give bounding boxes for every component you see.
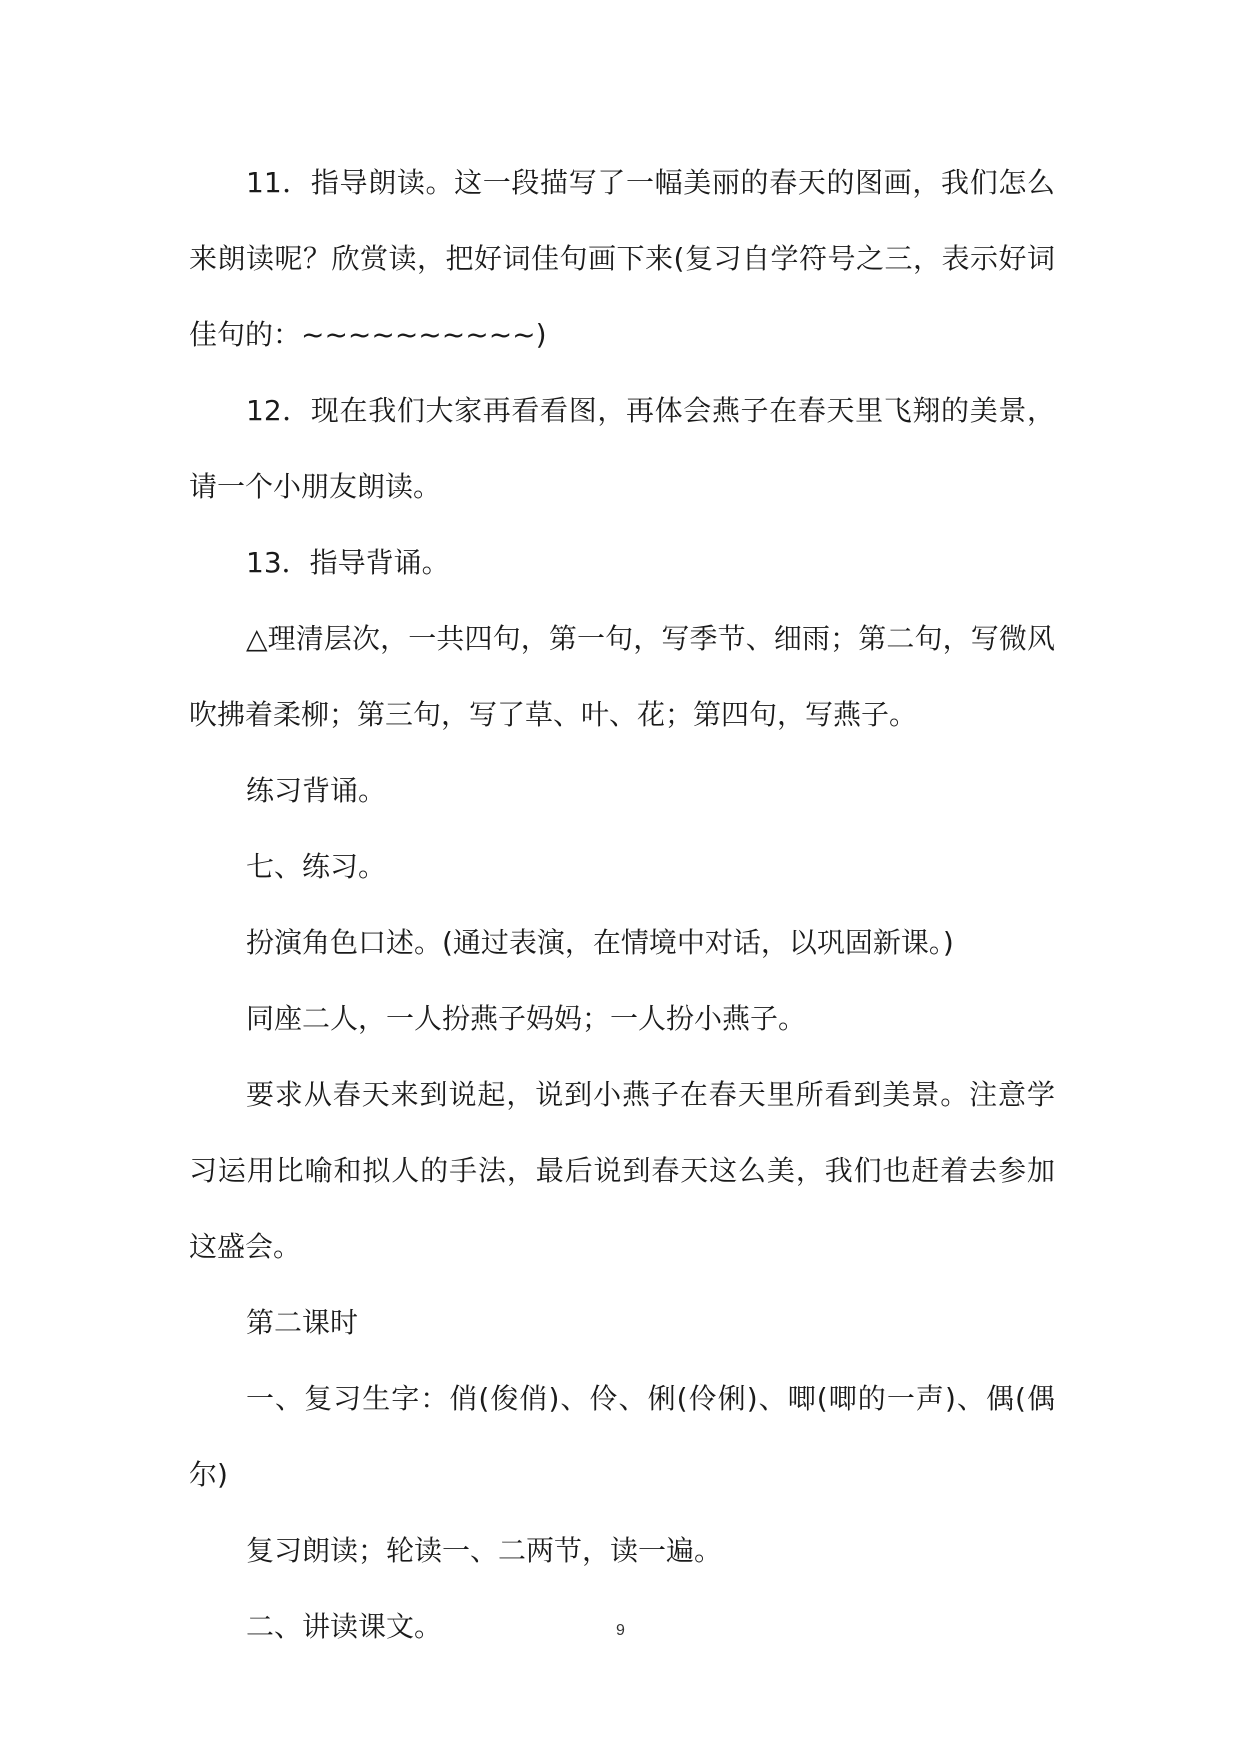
- section-heading-second-lesson: 第二课时: [246, 1306, 359, 1339]
- paragraph-review-reading: 复习朗读；轮读一、二两节，读一遍。: [246, 1534, 723, 1567]
- paragraph-look-at-picture: 12．现在我们大家再看看图，再体会燕子在春天里飞翔的美景，请一个小朋友朗读。: [189, 394, 1055, 503]
- paragraph-recitation-guide: 13．指导背诵。: [246, 546, 450, 579]
- paragraph-sentence-structure: △理清层次，一共四句，第一句，写季节、细雨；第二句，写微风吹拂着柔柳；第三句，写了草、叶、花；第四句，写燕子。: [189, 622, 1055, 731]
- paragraph-requirements: 要求从春天来到说起，说到小燕子在春天里所看到美景。注意学习运用比喻和拟人的手法，最后说到春天这么美，我们也赶着去参加这盛会。: [189, 1078, 1055, 1263]
- paragraph-guided-reading: 11．指导朗读。这一段描写了一幅美丽的春天的图画，我们怎么来朗读呢？欣赏读，把好词佳句画下来(复习自学符号之三，表示好词佳句的：~~~~~~~~~~): [189, 166, 1055, 351]
- section-heading-text-study: 二、讲读课文。: [246, 1610, 443, 1643]
- paragraph-review-characters: 一、复习生字：俏(俊俏)、伶、俐(伶俐)、唧(唧的一声)、偶(偶尔): [189, 1382, 1055, 1491]
- paragraph-pair-roles: 同座二人，一人扮燕子妈妈；一人扮小燕子。: [246, 1002, 807, 1035]
- page-number: 9: [616, 1622, 625, 1639]
- paragraph-role-play: 扮演角色口述。(通过表演，在情境中对话，以巩固新课。): [246, 926, 954, 959]
- body-text: [189, 145, 1055, 1665]
- paragraph-practice-recitation: 练习背诵。: [246, 774, 387, 807]
- section-heading-exercise: 七、练习。: [246, 850, 387, 883]
